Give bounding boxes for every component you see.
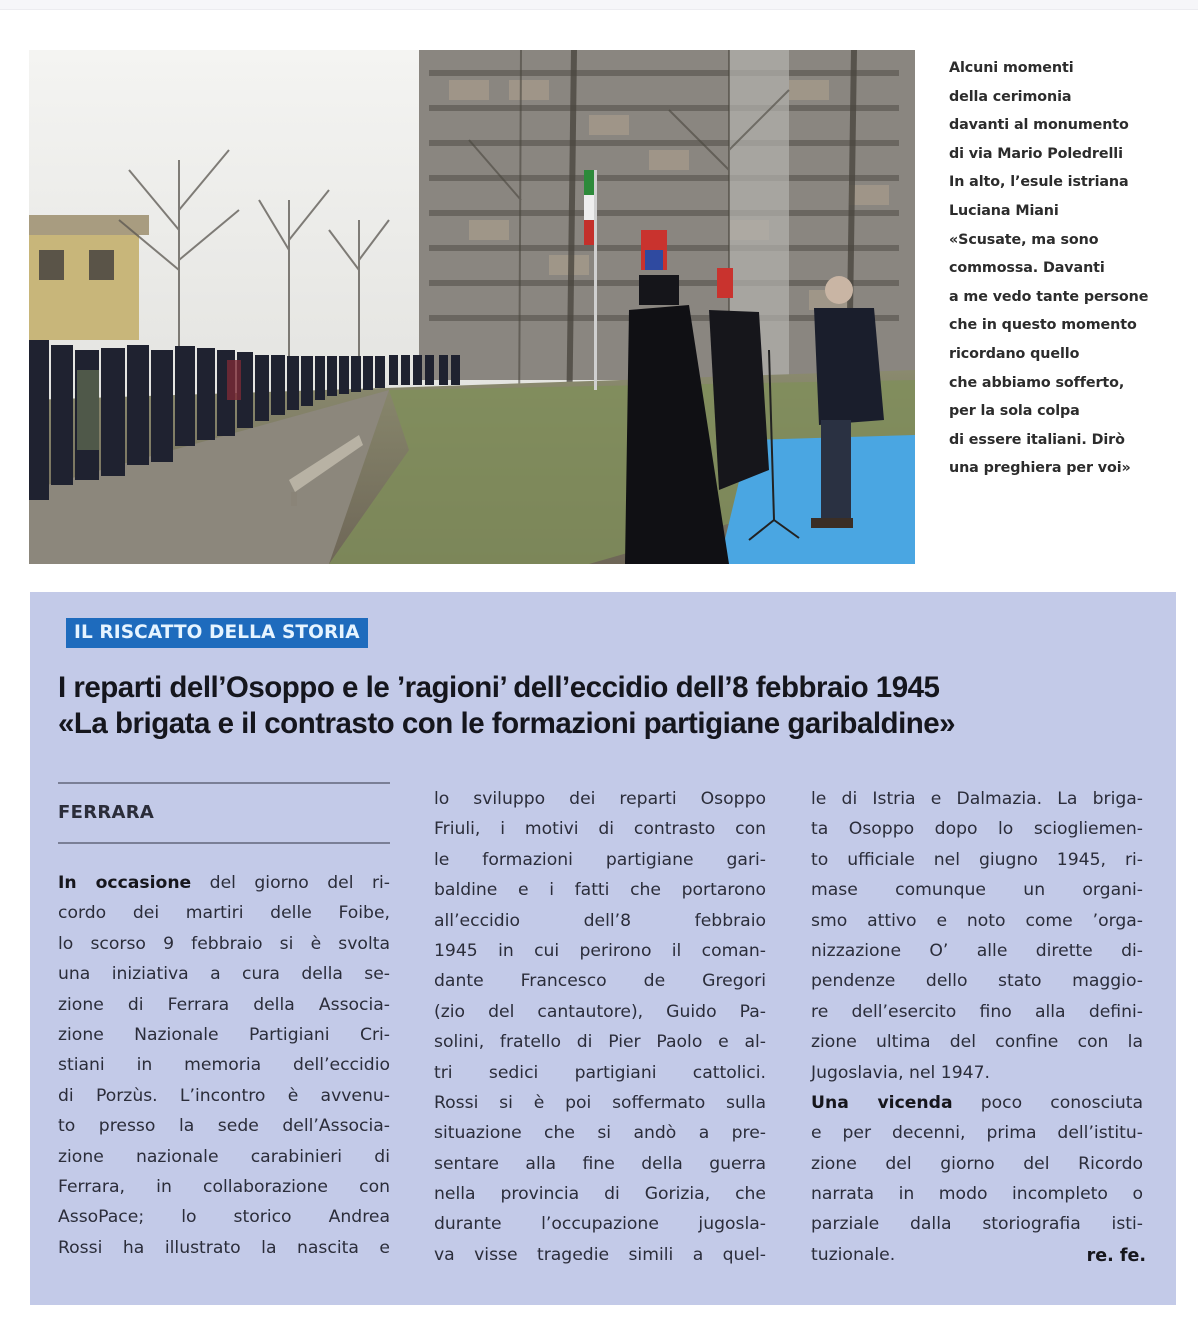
- dateline: FERRARA: [58, 802, 155, 823]
- article-box: [30, 592, 1176, 1305]
- text-line: to presso la sede dell’Associa-: [58, 1116, 390, 1137]
- caption-line: a me vedo tante persone: [949, 288, 1149, 305]
- text-line: to ufficiale nel giugno 1945, ri-: [811, 849, 1143, 870]
- text-line: durante l’occupazione jugosla-: [434, 1214, 766, 1235]
- divider: [58, 842, 390, 844]
- ceremony-photo: [29, 50, 915, 564]
- lead-in: In occasione: [58, 873, 192, 893]
- text-line: In occasione del giorno del ri-: [58, 873, 390, 893]
- text-line: Jugoslavia, nel 1947.: [811, 1062, 990, 1083]
- text-line: zione Nazionale Partigiani Cri-: [58, 1024, 390, 1045]
- caption-line: Alcuni momenti: [949, 60, 1074, 76]
- text-line: all’eccidio dell’8 febbraio: [434, 910, 766, 931]
- text-line: tuzionale.: [811, 1244, 896, 1265]
- text-line: zione del giorno del Ricordo: [811, 1153, 1143, 1174]
- text-line: lo scorso 9 febbraio si è svolta: [58, 933, 390, 954]
- text-line: situazione che si andò a pre-: [434, 1123, 766, 1144]
- text-line: sentare alla fine della guerra: [434, 1153, 766, 1174]
- top-bar: [0, 0, 1198, 10]
- text-line: dante Francesco de Gregori: [434, 971, 766, 992]
- text-line: tri sedici partigiani cattolici.: [434, 1062, 766, 1083]
- article-column-2: [434, 784, 766, 1270]
- article-headline: [58, 670, 955, 742]
- text-line: AssoPace; lo storico Andrea: [58, 1207, 390, 1228]
- caption-line: «Scusate, ma sono: [949, 231, 1099, 248]
- text-line: Ferrara, in collaborazione con: [58, 1176, 390, 1197]
- text-line: zione di Ferrara della Associa-: [58, 994, 390, 1015]
- headline-subtitle: «La brigata e il contrasto con le formazioni partigiane garibaldine»: [58, 707, 956, 740]
- caption-line: davanti al monumento: [949, 117, 1129, 134]
- text-line: smo attivo e noto come ’orga-: [811, 910, 1143, 931]
- caption-line: In alto, l’esule istriana: [949, 174, 1129, 191]
- caption-line: che abbiamo sofferto,: [949, 374, 1125, 391]
- text-line: di Porzùs. L’incontro è avvenu-: [58, 1085, 390, 1106]
- caption-line: commossa. Davanti: [949, 260, 1105, 277]
- text-line: lo sviluppo dei reparti Osoppo: [434, 789, 766, 809]
- text-line: Una vicenda poco conosciuta: [811, 1092, 1143, 1113]
- caption-line: una preghiera per voi»: [949, 460, 1131, 477]
- divider: [58, 782, 390, 784]
- text-line: pendenze dello stato maggio-: [811, 971, 1143, 992]
- lead-in: Una vicenda: [811, 1092, 953, 1113]
- text-line: cordo dei martiri delle Foibe,: [58, 903, 390, 924]
- photo-caption: [949, 54, 1169, 483]
- text-line: re dell’esercito fino alla defini-: [811, 1001, 1143, 1022]
- text-line: le formazioni partigiane gari-: [434, 849, 766, 870]
- text-line: (zio del cantautore), Guido Pa-: [434, 1001, 766, 1022]
- text-line: zione ultima del confine con la: [811, 1032, 1143, 1053]
- caption-line: della cerimonia: [949, 88, 1072, 105]
- text-line: Rossi si è poi soffermato sulla: [434, 1092, 766, 1113]
- text-line: baldine e i fatti che portarono: [434, 880, 766, 901]
- caption-line: di via Mario Poledrelli: [949, 145, 1123, 162]
- text-line: e per decenni, prima dell’istitu-: [811, 1123, 1143, 1144]
- article-column-3: [811, 784, 1143, 1270]
- caption-line: di essere italiani. Dirò: [949, 431, 1125, 448]
- text-line: ta Osoppo dopo lo sciogliemen-: [811, 819, 1143, 840]
- caption-line: Luciana Miani: [949, 202, 1059, 219]
- text-line: nella provincia di Gorizia, che: [434, 1184, 766, 1205]
- text-line: 1945 in cui perirono il coman-: [434, 940, 766, 961]
- text-line: parziale dalla storiografia isti-: [811, 1214, 1143, 1235]
- text-line: narrata in modo incompleto o: [811, 1184, 1143, 1205]
- caption-line: ricordano quello: [949, 345, 1080, 362]
- text-line: stiani in memoria dell’eccidio: [58, 1055, 390, 1076]
- text-line: una iniziativa a cura della se-: [58, 964, 390, 985]
- headline-line: I reparti dell’Osoppo e le ’ragioni’ dell’eccidio dell’8 febbraio 1945: [58, 671, 940, 704]
- text-line: mase comunque un organi-: [811, 880, 1143, 901]
- text-line: nizzazione O’ alle dirette di-: [811, 940, 1143, 961]
- text-line: Rossi ha illustrato la nascita e: [58, 1237, 390, 1258]
- text-line: le di Istria e Dalmazia. La briga-: [811, 789, 1143, 809]
- text-line: zione nazionale carabinieri di: [58, 1146, 390, 1167]
- author-signature: re. fe.: [1086, 1246, 1146, 1266]
- text-line: va visse tragedie simili a quel-: [434, 1244, 766, 1265]
- text-line: solini, fratello di Pier Paolo e al-: [434, 1032, 766, 1053]
- section-tag: IL RISCATTO DELLA STORIA: [66, 618, 368, 648]
- caption-line: che in questo momento: [949, 317, 1137, 334]
- text-line: Friuli, i motivi di contrasto con: [434, 819, 766, 840]
- caption-line: per la sola colpa: [949, 403, 1080, 420]
- article-column-1: [58, 868, 390, 1263]
